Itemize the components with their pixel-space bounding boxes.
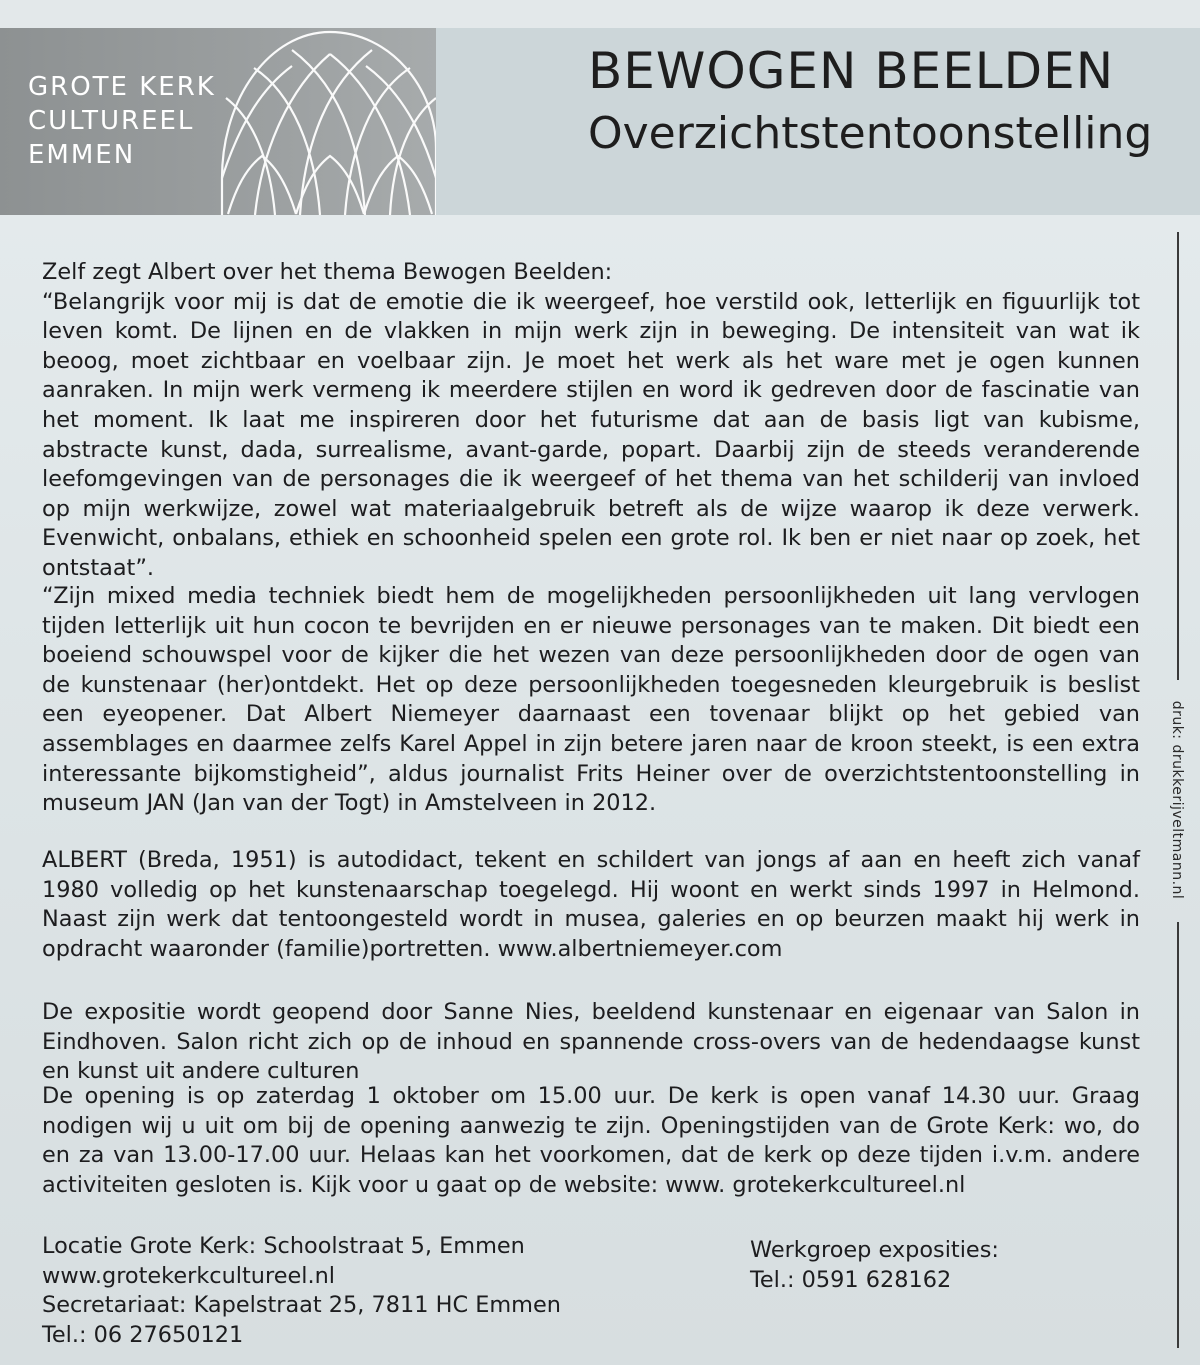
org-name-line-3: EMMEN	[28, 140, 136, 170]
org-name-line-1: GROTE KERK	[28, 72, 216, 102]
org-name-line-2: CULTUREEL	[28, 106, 195, 136]
journalist-review-paragraph: “Zijn mixed media techniek biedt hem de mogelijkheden persoonlijkheden uit lang vervlogen tijden letterlijk uit hun cocon te bevrijden en er nieuwe personages van te maken. Dit biedt een boeiend schouwspel voor de kijker die het wezen van deze persoonlijkheden door de ogen van de kunstenaar (her)ontdekt. Het op deze persoonlijkheden toegesneden kleurgebruik is beslist een eyeopener. Dat Albert Niemeyer daarnaast een tovenaar blijkt op het gebied van assemblages en daarmee zelfs Karel Appel in zijn betere jaren naar de kroon steekt, is een extra interessante bijkomstigheid”, aldus journalist Frits Heiner over de overzichtstentoonstelling in museum JAN (Jan van der Togt) in Amstelveen in 2012.	[42, 583, 1140, 817]
quote-intro: Zelf zegt Albert over het thema Bewogen Beelden:	[42, 259, 613, 285]
logo-block	[0, 28, 436, 215]
print-credit: druk: drukkerijveltmann.nl	[1169, 700, 1185, 900]
workgroup-phone: Tel.: 0591 628162	[750, 1266, 952, 1293]
artist-quote-paragraph	[42, 258, 1140, 584]
exhibition-title: BEWOGEN BEELDEN	[588, 42, 1115, 100]
opening-details-paragraph: De opening is op zaterdag 1 oktober om 15.00 uur. De kerk is open vanaf 14.30 uur. Graag nodigen wij u uit om bij de opening aanwezig te zijn. Openingstijden van de Grote Kerk: wo, do en za van 13.00-17.00 uur. Helaas kan het voorkomen, dat de kerk op deze tijden i.v.m. andere activiteiten gesloten is. Kijk voor u gaat op de website: www. grotekerkcultureel.nl	[42, 1083, 1140, 1198]
location-address: Locatie Grote Kerk: Schoolstraat 5, Emmen	[42, 1233, 525, 1259]
workgroup-contact-block	[750, 1236, 999, 1295]
workgroup-label: Werkgroep exposities:	[750, 1237, 999, 1263]
artist-bio-paragraph: ALBERT (Breda, 1951) is autodidact, tekent en schildert van jongs af aan en heeft zich vanaf 1980 volledig op het kunstenaarschap toegelegd. Hij woont en werkt sinds 1997 in Helmond. Naast zijn werk dat tentoongesteld wordt in musea, galeries en op beurzen maakt hij werk in opdracht waaronder (familie)portretten. www.albertniemeyer.com	[42, 847, 1140, 962]
side-divider-bottom	[1177, 922, 1179, 1348]
artist-quote: “Belangrijk voor mij is dat de emotie die ik weergeef, hoe verstild ook, letterlijk en figuurlijk tot leven komt. De lijnen en de vlakken in mijn werk zijn in beweging. De intensiteit van wat ik beoog, moet zichtbaar en voelbaar zijn. Je moet het werk als het ware met je ogen kunnen aanraken. In mijn werk vermeng ik meerdere stijlen en word ik gedreven door de fascinatie van het moment. Ik laat me inspireren door het futurisme dat aan de basis ligt van kubisme, abstracte kunst, dada, surrealisme, avant-garde, popart. Daarbij zijn de steeds veranderende leefomgevingen van de personages die ik weergeef of het thema van het schilderij van invloed op mijn werkwijze, zowel wat materiaalgebruik betreft als de wijze waarop ik deze verwerk. Evenwicht, onbalans, ethiek en schoonheid spelen een grote rol. Ik ben er niet naar op zoek, het ontstaat”.	[42, 288, 1140, 581]
side-divider-top	[1177, 232, 1179, 680]
secretariat-phone: Tel.: 06 27650121	[42, 1321, 244, 1348]
exhibition-subtitle: Overzichtstentoonstelling	[588, 108, 1153, 159]
location-website-link[interactable]: www.grotekerkcultureel.nl	[42, 1262, 336, 1289]
secretariat-address: Secretariaat: Kapelstraat 25, 7811 HC Emmen	[42, 1292, 561, 1319]
opening-speaker-paragraph: De expositie wordt geopend door Sanne Nies, beeldend kunstenaar en eigenaar van Salon in Eindhoven. Salon richt zich op de inhoud en spannende cross-overs van de hedendaagse kunst en kunst uit andere culturen	[42, 999, 1140, 1085]
location-contact-block	[42, 1232, 561, 1350]
